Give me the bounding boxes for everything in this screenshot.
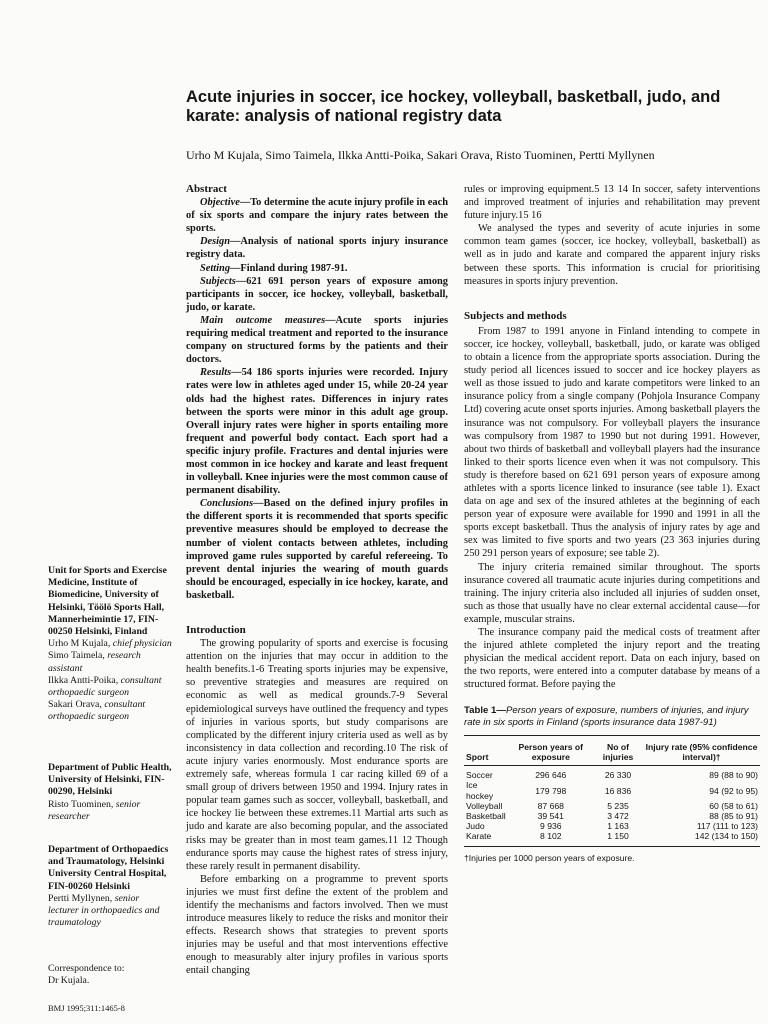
table-cell: 88 (85 to 91) xyxy=(709,811,758,822)
table-cell: 60 (58 to 61) xyxy=(709,800,758,811)
table-row xyxy=(464,831,760,846)
correspondence-name: Dr Kujala. xyxy=(48,975,90,987)
table-cell: 8 102 xyxy=(509,831,593,846)
table-1 xyxy=(464,705,760,864)
abstract-results: Results—54 186 sports injuries were recorded. Injury rates were low in athletes aged under 15, while 20-24 year olds had the highest rates. Differences in injury rates between the sports were minor in this adult age group. Overall injury rates were higher in sports entailing more frequent and powerful body contact. Each sport had a specific injury profile. Fractures and dental injuries were most common in ice hockey and karate and least frequent in volleyball. Knee injuries were the most common cause of permanent disability. xyxy=(186,367,448,497)
article-title: Acute injuries in soccer, ice hockey, volleyball, basketball, judo, and karate: analysis of national registry data xyxy=(186,88,721,125)
table-cell: 9 936 xyxy=(540,821,562,832)
table-cell: 1 163 xyxy=(607,821,629,832)
abstract-conclusions: Conclusions—Based on the defined injury profiles in the different sports it is recommended that sports specific preventive measures should be employed to decrease the number of violent contacts between athletes, including improved game rules supported by careful refereeing. To prevent dental injuries the wearing of mouth guards should be encouraged, especially in ice hockey, karate, and basketball. xyxy=(186,498,448,601)
table-row xyxy=(464,780,760,800)
table-cell: 117 (111 to 123) xyxy=(696,821,758,832)
abstract-heading: Abstract xyxy=(186,183,227,195)
author-role: Ilkka Antti-Poika, consultant orthopaedic surgeon xyxy=(48,674,162,699)
affiliation-block xyxy=(48,844,172,929)
table-header: No of injuries xyxy=(593,736,643,766)
table-cell: 26 330 xyxy=(604,770,632,781)
affiliation-block xyxy=(48,565,172,724)
author-role: Sakari Orava, consultant orthopaedic surgeon xyxy=(48,699,146,723)
abstract-subjects: Subjects—621 691 person years of exposure among participants in soccer, ice hockey, volleyball, basketball, judo, or karate. xyxy=(186,275,448,313)
table-cell: 5 235 xyxy=(607,800,629,811)
methods-paragraph: From 1987 to 1991 anyone in Finland intending to compete in soccer, ice hockey, volleyball, basketball, judo, or karate was obliged to obtain a licence from the appropriate sports association. During the study period all licences issued to soccer and ice hockey players as well as those issued to judo and karate competitors were linked to an insurance policy from a single company (Pohjola Insurance Company Ltd) covering acute onset sports injuries. Among basketball players the insurance was not compulsory. For volleyball players the insurance was compulsory from 1987 to 1990 but not during 1991. However, about two thirds of basketball and volleyball players had the insurance linked to their sports licence even when it was not compulsory. This study is therefore based on 621 691 person years of exposure among athletes with a sports licence linked to insurance (see table 1). Exact data on age and sex of the insured athletes at the beginning of each person year of exposure were available for 1990 and 1991 in all the sports except basketball. Thus the analysis of injury rates by age and sex was limited to five sports and two years (23 363 injuries during 250 291 person years of exposure; see table 2). xyxy=(464,325,760,560)
abstract-setting: Setting—Finland during 1987-91. xyxy=(200,262,348,274)
table-row xyxy=(464,811,760,821)
table-cell: 89 (88 to 90) xyxy=(709,770,758,781)
table-cell: 39 541 xyxy=(537,811,564,822)
table-cell: 3 472 xyxy=(607,811,629,822)
correspondence-label: Correspondence to: xyxy=(48,963,125,974)
table-row xyxy=(464,801,760,811)
author-role: Simo Taimela, research assistant xyxy=(48,650,141,674)
table-cell: 179 798 xyxy=(535,785,567,796)
affiliation: Unit for Sports and Exercise Medicine, Institute of Biomedicine, University of Helsinki, Töölö Sports Hall, Mannerheimintie 17, FIN-00250 Helsinki, Finland xyxy=(48,565,167,638)
correspondence-block xyxy=(48,963,172,987)
affiliation-block xyxy=(48,762,172,823)
affiliation: Department of Orthopaedics and Traumatology, Helsinki University Central Hospital, FIN-00260 Helsinki xyxy=(48,844,169,892)
table-cell: Karate xyxy=(464,831,509,846)
affiliation: Department of Public Health, University of Helsinki, FIN-00290, Helsinki xyxy=(48,762,172,798)
author-role: Urho M Kujala, chief physician xyxy=(48,638,172,650)
table-cell: Volleyball xyxy=(466,800,503,811)
body-paragraph: rules or improving equipment.5 13 14 In soccer, safety interventions and improved treatment of injuries and rehabilitation may prevent future injury.15 16 xyxy=(464,184,760,222)
table-footnote: †Injuries per 1000 person years of exposure. xyxy=(464,852,635,863)
abstract-design: Design—Analysis of national sports injury insurance registry data. xyxy=(186,236,448,261)
methods-paragraph: The injury criteria remained similar throughout. The sports insurance covered all traumatic acute injuries during competitions and training. The injury criteria also included all injuries of sudden onset, such as those that usually have no clear external accidental cause—for example, muscular strains. xyxy=(464,561,760,625)
table-header: Sport xyxy=(464,736,509,766)
table-cell: 142 (134 to 150) xyxy=(643,831,760,846)
table-cell: 87 668 xyxy=(537,800,564,811)
citation: BMJ 1995;311:1465-8 xyxy=(48,1003,125,1013)
table-cell: Basketball xyxy=(466,811,506,822)
injury-table xyxy=(464,735,760,847)
introduction-heading: Introduction xyxy=(186,624,246,636)
table-caption: Table 1—Person years of exposure, numbers of injuries, and injury rate in six sports in Finland (sports insurance data 1987-91) xyxy=(464,705,749,729)
author-role: Pertti Myllynen, senior lecturer in orthopaedics and traumatology xyxy=(48,892,160,929)
table-cell: Soccer xyxy=(466,770,493,781)
methods-paragraph: The insurance company paid the medical costs of treatment after the injured athlete completed the injury report and the treating physician the medical accident report. Data on each injury, based on the two reports, were entered into a computer database by means of a structured format. Before paying the xyxy=(464,627,760,691)
table-header: Injury rate (95% confidence interval)† xyxy=(643,736,760,766)
table-cell: Ice hockey xyxy=(466,780,494,801)
author-role: Risto Tuominen, senior researcher xyxy=(48,798,141,822)
table-row xyxy=(464,821,760,831)
introduction-paragraph: The growing popularity of sports and exercise is focusing attention on the injuries that may occur in addition to the health benefits.1-6 Treating sports injuries may be expensive, so preventive strategies and measures are required on economic as well as medical grounds.7-9 Several epidemiological surveys have outlined the frequency and types of injuries in various sports, but study comparisons are complicated by the different injury criteria used as well as by inconsistency in data collection and recording.10 The risk of acute injury varies enormously. Most endurance sports are extremely safe, whereas formula 1 car racing killed 69 of a small group of drivers between 1950 and 1994. Injury rates in popular team games such as soccer, volleyball, basketball, and ice hockey lie between these extremes.11 Martial arts such as judo and karate are also becoming popular, and the associated risks may be greater than in most team games.11 12 Though endurance sports may cause the highest rates of stress injury, these rarely result in permanent disability. xyxy=(186,638,448,872)
author-list: Urho M Kujala, Simo Taimela, Ilkka Antti-Poika, Sakari Orava, Risto Tuominen, Pertti Myllynen xyxy=(186,148,655,162)
table-cell: 1 150 xyxy=(593,831,643,846)
table-cell: Judo xyxy=(466,821,485,832)
table-row xyxy=(464,766,760,781)
introduction-paragraph: Before embarking on a programme to prevent sports injuries we must first define the extent of the problem and identify the mechanisms and factors involved. Then we must introduce measures likely to reduce the risks and monitor their effects. Research shows that strategies to prevent sports injuries may be useful and that most interventions effective enough to measurably alter injury profiles in various sports entail changing xyxy=(186,873,448,977)
abstract-objective: Objective—To determine the acute injury profile in each of six sports and compare the injury rates between the sports. xyxy=(186,197,448,235)
table-cell: 296 646 xyxy=(535,770,567,781)
right-column xyxy=(464,183,760,864)
table-header: Person years of exposure xyxy=(509,736,593,766)
body-paragraph: We analysed the types and severity of acute injuries in some common team games (soccer, ice hockey, volleyball, basketball) as well as in judo and karate and compared the apparent injury risks between these sports. This information is crucial for prioritising measures in sports injury prevention. xyxy=(464,223,760,287)
left-column xyxy=(186,183,448,978)
table-cell: 16 836 xyxy=(604,785,632,796)
abstract-outcome: Main outcome measures—Acute sports injuries requiring medical treatment and reported to the insurance company on structured forms by the patients and their doctors. xyxy=(186,314,448,366)
table-cell: 94 (92 to 95) xyxy=(709,785,758,796)
methods-heading: Subjects and methods xyxy=(464,309,567,322)
